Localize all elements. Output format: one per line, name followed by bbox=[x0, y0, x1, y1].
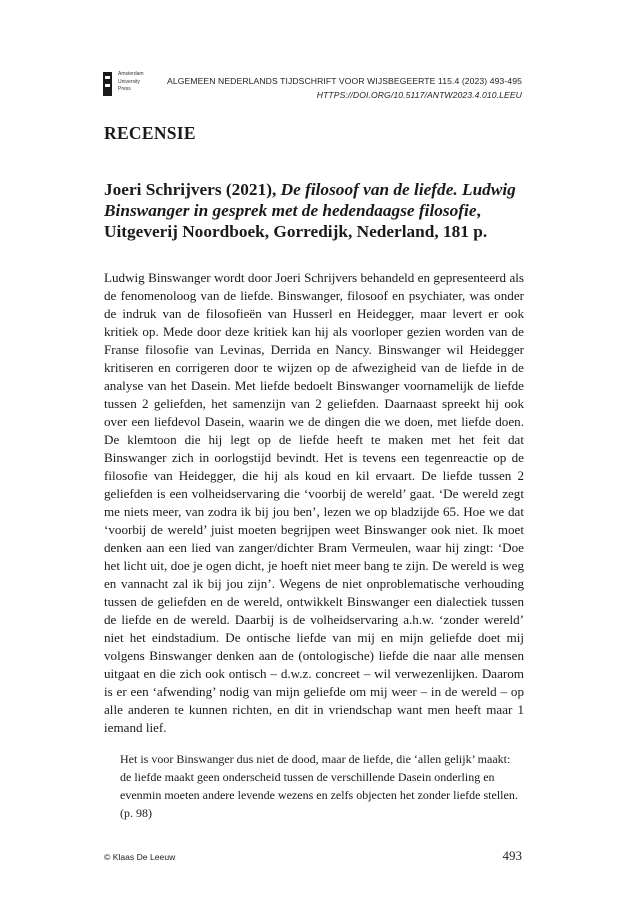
logo-line-1: Amsterdam bbox=[118, 71, 144, 77]
journal-citation: ALGEMEEN NEDERLANDS TIJDSCHRIFT VOOR WIJSBEGEERTE 115.4 (2023) 493-495 bbox=[167, 76, 522, 86]
block-quote: Het is voor Binswanger dus niet de dood, maar de liefde, die ‘allen gelijk’ maakt: de liefde maakt geen onderscheid tussen de verschillende Dasein onderling en evenmin moeten andere levende wezens en zelfs objecten het zonder liefde stellen. (p. 98) bbox=[120, 752, 518, 820]
title-book: De filosoof van de liefde. Ludwig Binswanger in gesprek met de hedendaagse filosofie bbox=[104, 180, 516, 220]
copyright-notice: © Klaas De Leeuw bbox=[104, 852, 176, 862]
doi-link[interactable]: HTTPS://DOI.ORG/10.5117/ANTW2023.4.010.LEEU bbox=[316, 89, 522, 100]
journal-header bbox=[167, 75, 522, 102]
review-title bbox=[104, 179, 534, 242]
logo-line-3: Press bbox=[118, 86, 131, 92]
publisher-logo bbox=[103, 70, 163, 100]
page-number: 493 bbox=[502, 848, 522, 863]
review-body: Ludwig Binswanger wordt door Joeri Schrijvers behandeld en gepresenteerd als de fenomenoloog van de liefde. Binswanger, filosoof en psychiater, was onder de indruk van de filosofieën van Husserl en Heidegger, maar levert er ook kritiek op. Mede door deze kritiek kan hij als voorloper gezien worden van de Franse filosofie van Levinas, Derrida en Nancy. Binswanger wil Heidegger kritiseren en corrigeren door te wijzen op de afwezigheid van de liefde in de analyse van het Dasein. Met liefde bedoelt Binswanger voornamelijk de liefde tussen 2 geliefden, het samenzijn van 2 geliefden. Daarnaast spreekt hij ook over een liefdevol Dasein, waarin we de dingen die we doen, met liefde doen. De klemtoon die hij legt op de liefde heeft te maken met het feit dat Binswanger zich in oorlogstijd bevindt. Het is tevens een tegenreactie op de filosofie van Heidegger, die hij als koud en kil ervaart. De liefde tussen 2 geliefden is een volheidservaring die ‘voorbij de wereld’ gaat. ‘De wereld zegt me niets meer, van zodra ik bij jou ben’, lezen we op bladzijde 65. Hoe we dat ‘voorbij de wereld’ juist moeten begrijpen weet Binswanger ook niet. Ik moet denken aan een lied van zanger/dichter Bram Vermeulen, waar hij zingt: ‘Doe het licht uit, doe je ogen dicht, je hoeft niet meer bang te zijn. De wereld is weg en vannacht zal ik bij jou zijn’. Wegens de niet onproblematische verhouding tussen de geliefden en de wereld, ontwikkelt Binswanger een dialectiek tussen de liefde en de wereld. Daarbij is de volheidservaring a.h.w. ‘zonder wereld’ niet het eindstadium. De ontische liefde van mij en mijn geliefde doet mij volgens Binswanger denken aan de (ontologische) liefde die naar alle mensen uitgaat en die zich ook ontisch – d.w.z. concreet – wil verwezenlijken. Daarom is er een ‘afwending’ nodig van mijn geliefde om mij weer – in de wereld – op alle anderen te kunnen richten, en dit in vriendschap want men heeft maar 1 iemand lief. bbox=[104, 270, 524, 735]
title-publisher: , Uitgeverij Noordboek, Gorredijk, Nederland, 181 p. bbox=[104, 201, 488, 241]
title-author-year: Joeri Schrijvers (2021), bbox=[104, 180, 281, 199]
section-label: RECENSIE bbox=[104, 123, 196, 143]
publisher-logo-text bbox=[118, 71, 144, 94]
publisher-logo-mark bbox=[103, 72, 112, 96]
logo-line-2: University bbox=[118, 78, 140, 85]
